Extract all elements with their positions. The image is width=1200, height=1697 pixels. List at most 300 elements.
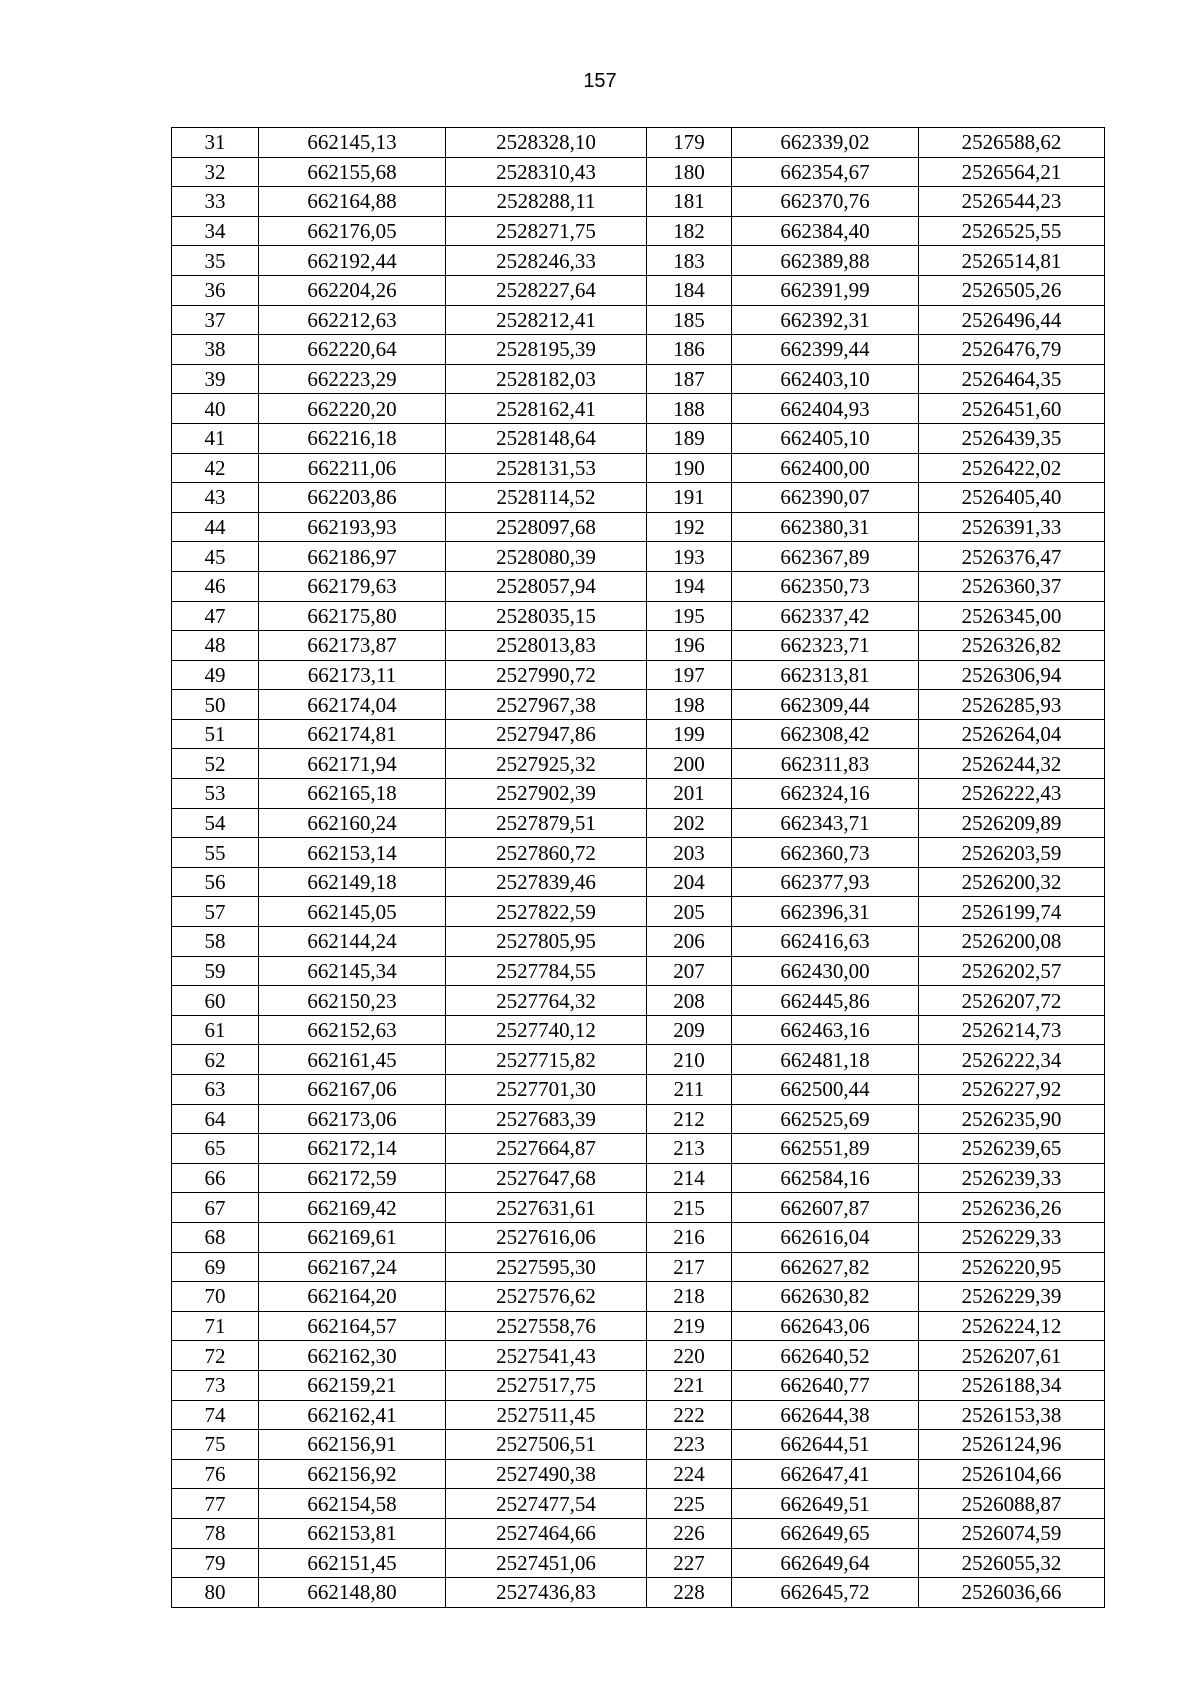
y-coordinate-cell: 2526476,79 [919,335,1105,365]
point-number-cell: 45 [172,542,259,572]
y-coordinate-cell: 2527517,75 [446,1370,647,1400]
point-number-cell: 196 [647,631,732,661]
x-coordinate-cell: 662173,06 [259,1104,446,1134]
y-coordinate-cell: 2527477,54 [446,1489,647,1519]
table-row [172,779,1105,809]
x-coordinate-cell: 662186,97 [259,542,446,572]
table-row [172,1489,1105,1519]
y-coordinate-cell: 2526227,92 [919,1075,1105,1105]
table-row [172,867,1105,897]
x-coordinate-cell: 662360,73 [732,838,919,868]
point-number-cell: 185 [647,305,732,335]
point-number-cell: 59 [172,956,259,986]
point-number-cell: 73 [172,1370,259,1400]
point-number-cell: 188 [647,394,732,424]
x-coordinate-cell: 662309,44 [732,690,919,720]
x-coordinate-cell: 662172,59 [259,1163,446,1193]
y-coordinate-cell: 2527715,82 [446,1045,647,1075]
x-coordinate-cell: 662204,26 [259,275,446,305]
point-number-cell: 199 [647,719,732,749]
point-number-cell: 66 [172,1163,259,1193]
x-coordinate-cell: 662179,63 [259,571,446,601]
point-number-cell: 180 [647,157,732,187]
x-coordinate-cell: 662323,71 [732,631,919,661]
point-number-cell: 224 [647,1459,732,1489]
x-coordinate-cell: 662354,67 [732,157,919,187]
point-number-cell: 61 [172,1015,259,1045]
x-coordinate-cell: 662172,14 [259,1134,446,1164]
point-number-cell: 218 [647,1282,732,1312]
point-number-cell: 35 [172,246,259,276]
x-coordinate-cell: 662169,61 [259,1222,446,1252]
y-coordinate-cell: 2526422,02 [919,453,1105,483]
x-coordinate-cell: 662430,00 [732,956,919,986]
y-coordinate-cell: 2526036,66 [919,1578,1105,1608]
point-number-cell: 226 [647,1518,732,1548]
point-number-cell: 80 [172,1578,259,1608]
table-row [172,571,1105,601]
point-number-cell: 74 [172,1400,259,1430]
y-coordinate-cell: 2528246,33 [446,246,647,276]
point-number-cell: 52 [172,749,259,779]
point-number-cell: 49 [172,660,259,690]
y-coordinate-cell: 2526405,40 [919,483,1105,513]
x-coordinate-cell: 662630,82 [732,1282,919,1312]
point-number-cell: 209 [647,1015,732,1045]
y-coordinate-cell: 2527631,61 [446,1193,647,1223]
table-row [172,1548,1105,1578]
table-row [172,483,1105,513]
point-number-cell: 38 [172,335,259,365]
x-coordinate-cell: 662647,41 [732,1459,919,1489]
x-coordinate-cell: 662525,69 [732,1104,919,1134]
table-row [172,216,1105,246]
x-coordinate-cell: 662176,05 [259,216,446,246]
x-coordinate-cell: 662164,20 [259,1282,446,1312]
y-coordinate-cell: 2527967,38 [446,690,647,720]
y-coordinate-cell: 2526376,47 [919,542,1105,572]
x-coordinate-cell: 662311,83 [732,749,919,779]
x-coordinate-cell: 662616,04 [732,1222,919,1252]
y-coordinate-cell: 2526244,32 [919,749,1105,779]
x-coordinate-cell: 662404,93 [732,394,919,424]
table-row [172,512,1105,542]
table-row [172,1578,1105,1608]
coordinates-table [171,127,1105,1608]
x-coordinate-cell: 662212,63 [259,305,446,335]
y-coordinate-cell: 2527464,66 [446,1518,647,1548]
y-coordinate-cell: 2526199,74 [919,897,1105,927]
x-coordinate-cell: 662169,42 [259,1193,446,1223]
point-number-cell: 64 [172,1104,259,1134]
point-number-cell: 67 [172,1193,259,1223]
y-coordinate-cell: 2527784,55 [446,956,647,986]
x-coordinate-cell: 662153,81 [259,1518,446,1548]
y-coordinate-cell: 2526229,33 [919,1222,1105,1252]
x-coordinate-cell: 662445,86 [732,986,919,1016]
table-row [172,1252,1105,1282]
x-coordinate-cell: 662370,76 [732,187,919,217]
y-coordinate-cell: 2526345,00 [919,601,1105,631]
x-coordinate-cell: 662203,86 [259,483,446,513]
point-number-cell: 65 [172,1134,259,1164]
x-coordinate-cell: 662156,92 [259,1459,446,1489]
point-number-cell: 214 [647,1163,732,1193]
x-coordinate-cell: 662350,73 [732,571,919,601]
x-coordinate-cell: 662645,72 [732,1578,919,1608]
x-coordinate-cell: 662313,81 [732,660,919,690]
x-coordinate-cell: 662193,93 [259,512,446,542]
y-coordinate-cell: 2526104,66 [919,1459,1105,1489]
y-coordinate-cell: 2527595,30 [446,1252,647,1282]
point-number-cell: 31 [172,128,259,158]
y-coordinate-cell: 2527576,62 [446,1282,647,1312]
y-coordinate-cell: 2527860,72 [446,838,647,868]
point-number-cell: 194 [647,571,732,601]
y-coordinate-cell: 2528131,53 [446,453,647,483]
y-coordinate-cell: 2526207,61 [919,1341,1105,1371]
y-coordinate-cell: 2528227,64 [446,275,647,305]
x-coordinate-cell: 662167,24 [259,1252,446,1282]
point-number-cell: 201 [647,779,732,809]
y-coordinate-cell: 2526088,87 [919,1489,1105,1519]
point-number-cell: 62 [172,1045,259,1075]
y-coordinate-cell: 2526224,12 [919,1311,1105,1341]
x-coordinate-cell: 662161,45 [259,1045,446,1075]
y-coordinate-cell: 2527925,32 [446,749,647,779]
x-coordinate-cell: 662400,00 [732,453,919,483]
point-number-cell: 182 [647,216,732,246]
x-coordinate-cell: 662308,42 [732,719,919,749]
table-row [172,157,1105,187]
table-row [172,1075,1105,1105]
table-row [172,453,1105,483]
y-coordinate-cell: 2528013,83 [446,631,647,661]
y-coordinate-cell: 2527822,59 [446,897,647,927]
x-coordinate-cell: 662175,80 [259,601,446,631]
x-coordinate-cell: 662403,10 [732,364,919,394]
x-coordinate-cell: 662156,91 [259,1430,446,1460]
table-row [172,1045,1105,1075]
point-number-cell: 63 [172,1075,259,1105]
point-number-cell: 53 [172,779,259,809]
table-row [172,1282,1105,1312]
point-number-cell: 179 [647,128,732,158]
table-row [172,423,1105,453]
table-row [172,1518,1105,1548]
x-coordinate-cell: 662167,06 [259,1075,446,1105]
x-coordinate-cell: 662164,88 [259,187,446,217]
y-coordinate-cell: 2527839,46 [446,867,647,897]
point-number-cell: 221 [647,1370,732,1400]
point-number-cell: 181 [647,187,732,217]
x-coordinate-cell: 662220,20 [259,394,446,424]
y-coordinate-cell: 2526239,33 [919,1163,1105,1193]
table-row [172,128,1105,158]
y-coordinate-cell: 2526306,94 [919,660,1105,690]
y-coordinate-cell: 2526055,32 [919,1548,1105,1578]
point-number-cell: 211 [647,1075,732,1105]
x-coordinate-cell: 662155,68 [259,157,446,187]
y-coordinate-cell: 2526202,57 [919,956,1105,986]
point-number-cell: 223 [647,1430,732,1460]
x-coordinate-cell: 662148,80 [259,1578,446,1608]
point-number-cell: 50 [172,690,259,720]
x-coordinate-cell: 662500,44 [732,1075,919,1105]
y-coordinate-cell: 2527558,76 [446,1311,647,1341]
x-coordinate-cell: 662173,11 [259,660,446,690]
table-row [172,719,1105,749]
x-coordinate-cell: 662627,82 [732,1252,919,1282]
y-coordinate-cell: 2526222,43 [919,779,1105,809]
y-coordinate-cell: 2527701,30 [446,1075,647,1105]
point-number-cell: 79 [172,1548,259,1578]
table-row [172,187,1105,217]
table-row [172,838,1105,868]
y-coordinate-cell: 2526514,81 [919,246,1105,276]
x-coordinate-cell: 662390,07 [732,483,919,513]
x-coordinate-cell: 662607,87 [732,1193,919,1223]
y-coordinate-cell: 2527647,68 [446,1163,647,1193]
x-coordinate-cell: 662162,41 [259,1400,446,1430]
table-row [172,927,1105,957]
y-coordinate-cell: 2528271,75 [446,216,647,246]
x-coordinate-cell: 662220,64 [259,335,446,365]
point-number-cell: 43 [172,483,259,513]
y-coordinate-cell: 2528310,43 [446,157,647,187]
table-row [172,1193,1105,1223]
page-number: 157 [583,70,617,92]
point-number-cell: 184 [647,275,732,305]
x-coordinate-cell: 662343,71 [732,808,919,838]
x-coordinate-cell: 662160,24 [259,808,446,838]
table-row [172,542,1105,572]
y-coordinate-cell: 2526188,34 [919,1370,1105,1400]
y-coordinate-cell: 2528162,41 [446,394,647,424]
y-coordinate-cell: 2527541,43 [446,1341,647,1371]
x-coordinate-cell: 662644,51 [732,1430,919,1460]
x-coordinate-cell: 662324,16 [732,779,919,809]
y-coordinate-cell: 2528148,64 [446,423,647,453]
y-coordinate-cell: 2527879,51 [446,808,647,838]
point-number-cell: 191 [647,483,732,513]
x-coordinate-cell: 662380,31 [732,512,919,542]
y-coordinate-cell: 2526525,55 [919,216,1105,246]
point-number-cell: 215 [647,1193,732,1223]
point-number-cell: 192 [647,512,732,542]
point-number-cell: 183 [647,246,732,276]
y-coordinate-cell: 2526220,95 [919,1252,1105,1282]
point-number-cell: 39 [172,364,259,394]
y-coordinate-cell: 2526464,35 [919,364,1105,394]
y-coordinate-cell: 2526326,82 [919,631,1105,661]
x-coordinate-cell: 662174,81 [259,719,446,749]
x-coordinate-cell: 662551,89 [732,1134,919,1164]
y-coordinate-cell: 2526451,60 [919,394,1105,424]
y-coordinate-cell: 2526203,59 [919,838,1105,868]
table-row [172,601,1105,631]
y-coordinate-cell: 2527616,06 [446,1222,647,1252]
table-row [172,305,1105,335]
x-coordinate-cell: 662584,16 [732,1163,919,1193]
x-coordinate-cell: 662164,57 [259,1311,446,1341]
y-coordinate-cell: 2527511,45 [446,1400,647,1430]
point-number-cell: 42 [172,453,259,483]
x-coordinate-cell: 662416,63 [732,927,919,957]
x-coordinate-cell: 662151,45 [259,1548,446,1578]
y-coordinate-cell: 2527805,95 [446,927,647,957]
y-coordinate-cell: 2527436,83 [446,1578,647,1608]
y-coordinate-cell: 2527990,72 [446,660,647,690]
point-number-cell: 220 [647,1341,732,1371]
y-coordinate-cell: 2526588,62 [919,128,1105,158]
y-coordinate-cell: 2527451,06 [446,1548,647,1578]
x-coordinate-cell: 662223,29 [259,364,446,394]
x-coordinate-cell: 662384,40 [732,216,919,246]
x-coordinate-cell: 662391,99 [732,275,919,305]
y-coordinate-cell: 2526200,32 [919,867,1105,897]
y-coordinate-cell: 2526360,37 [919,571,1105,601]
x-coordinate-cell: 662165,18 [259,779,446,809]
point-number-cell: 56 [172,867,259,897]
y-coordinate-cell: 2526505,26 [919,275,1105,305]
x-coordinate-cell: 662644,38 [732,1400,919,1430]
x-coordinate-cell: 662192,44 [259,246,446,276]
point-number-cell: 44 [172,512,259,542]
y-coordinate-cell: 2528288,11 [446,187,647,217]
x-coordinate-cell: 662145,05 [259,897,446,927]
y-coordinate-cell: 2528182,03 [446,364,647,394]
table-row [172,1134,1105,1164]
point-number-cell: 75 [172,1430,259,1460]
y-coordinate-cell: 2527664,87 [446,1134,647,1164]
point-number-cell: 47 [172,601,259,631]
table-row [172,394,1105,424]
y-coordinate-cell: 2526200,08 [919,927,1105,957]
y-coordinate-cell: 2526439,35 [919,423,1105,453]
x-coordinate-cell: 662396,31 [732,897,919,927]
x-coordinate-cell: 662162,30 [259,1341,446,1371]
point-number-cell: 55 [172,838,259,868]
point-number-cell: 203 [647,838,732,868]
table-row [172,631,1105,661]
point-number-cell: 213 [647,1134,732,1164]
point-number-cell: 219 [647,1311,732,1341]
point-number-cell: 46 [172,571,259,601]
point-number-cell: 189 [647,423,732,453]
x-coordinate-cell: 662211,06 [259,453,446,483]
table-row [172,1341,1105,1371]
x-coordinate-cell: 662145,13 [259,128,446,158]
x-coordinate-cell: 662399,44 [732,335,919,365]
coordinates-table-body [172,128,1105,1608]
point-number-cell: 57 [172,897,259,927]
point-number-cell: 76 [172,1459,259,1489]
point-number-cell: 222 [647,1400,732,1430]
point-number-cell: 78 [172,1518,259,1548]
point-number-cell: 37 [172,305,259,335]
point-number-cell: 225 [647,1489,732,1519]
table-row [172,1015,1105,1045]
point-number-cell: 210 [647,1045,732,1075]
table-row [172,1370,1105,1400]
x-coordinate-cell: 662159,21 [259,1370,446,1400]
y-coordinate-cell: 2528212,41 [446,305,647,335]
table-row [172,364,1105,394]
point-number-cell: 227 [647,1548,732,1578]
x-coordinate-cell: 662463,16 [732,1015,919,1045]
x-coordinate-cell: 662153,14 [259,838,446,868]
point-number-cell: 212 [647,1104,732,1134]
x-coordinate-cell: 662640,77 [732,1370,919,1400]
table-row [172,897,1105,927]
table-row [172,986,1105,1016]
y-coordinate-cell: 2526544,23 [919,187,1105,217]
table-row [172,1430,1105,1460]
y-coordinate-cell: 2528114,52 [446,483,647,513]
point-number-cell: 187 [647,364,732,394]
y-coordinate-cell: 2528035,15 [446,601,647,631]
y-coordinate-cell: 2526285,93 [919,690,1105,720]
y-coordinate-cell: 2527683,39 [446,1104,647,1134]
y-coordinate-cell: 2526264,04 [919,719,1105,749]
x-coordinate-cell: 662145,34 [259,956,446,986]
x-coordinate-cell: 662640,52 [732,1341,919,1371]
point-number-cell: 190 [647,453,732,483]
point-number-cell: 69 [172,1252,259,1282]
point-number-cell: 77 [172,1489,259,1519]
table-row [172,1163,1105,1193]
y-coordinate-cell: 2526207,72 [919,986,1105,1016]
y-coordinate-cell: 2526496,44 [919,305,1105,335]
point-number-cell: 204 [647,867,732,897]
x-coordinate-cell: 662216,18 [259,423,446,453]
table-row [172,246,1105,276]
table-row [172,1222,1105,1252]
point-number-cell: 51 [172,719,259,749]
table-row [172,1400,1105,1430]
y-coordinate-cell: 2526235,90 [919,1104,1105,1134]
table-row [172,1459,1105,1489]
point-number-cell: 217 [647,1252,732,1282]
y-coordinate-cell: 2527902,39 [446,779,647,809]
point-number-cell: 206 [647,927,732,957]
x-coordinate-cell: 662171,94 [259,749,446,779]
y-coordinate-cell: 2526214,73 [919,1015,1105,1045]
y-coordinate-cell: 2527740,12 [446,1015,647,1045]
table-row [172,749,1105,779]
point-number-cell: 32 [172,157,259,187]
point-number-cell: 195 [647,601,732,631]
y-coordinate-cell: 2526124,96 [919,1430,1105,1460]
x-coordinate-cell: 662149,18 [259,867,446,897]
x-coordinate-cell: 662173,87 [259,631,446,661]
y-coordinate-cell: 2528080,39 [446,542,647,572]
point-number-cell: 200 [647,749,732,779]
x-coordinate-cell: 662337,42 [732,601,919,631]
point-number-cell: 186 [647,335,732,365]
x-coordinate-cell: 662154,58 [259,1489,446,1519]
x-coordinate-cell: 662377,93 [732,867,919,897]
x-coordinate-cell: 662643,06 [732,1311,919,1341]
point-number-cell: 36 [172,275,259,305]
table-row [172,808,1105,838]
table-row [172,335,1105,365]
y-coordinate-cell: 2527490,38 [446,1459,647,1489]
point-number-cell: 202 [647,808,732,838]
point-number-cell: 60 [172,986,259,1016]
x-coordinate-cell: 662481,18 [732,1045,919,1075]
